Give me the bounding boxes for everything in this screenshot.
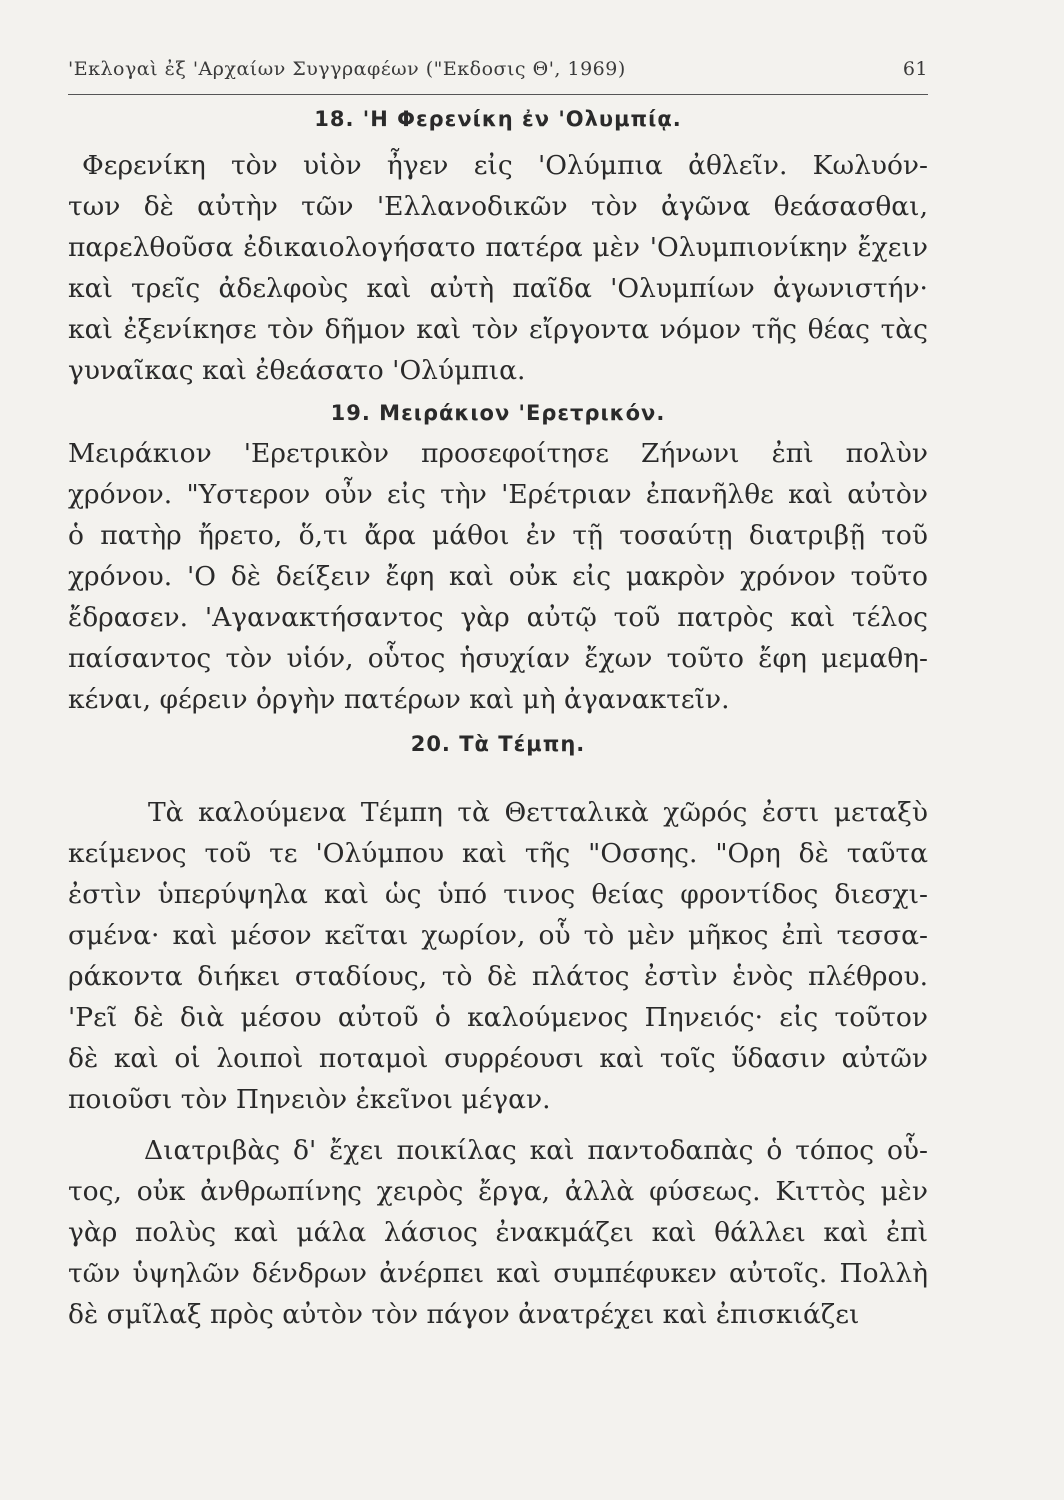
text-line: τῶν ὑψηλῶν δένδρων ἀνέρπει καὶ συμπέφυκεν αὐτοῖς. Πολλὴ bbox=[68, 1258, 928, 1289]
text-line: χρόνου. 'Ο δὲ δείξειν ἔφη καὶ οὐκ εἰς μακρὸν χρόνον τοῦτο bbox=[68, 561, 928, 592]
text-line: δὲ σμῖλαξ πρὸς αὐτὸν τὸν πάγον ἀνατρέχει καὶ ἐπισκιάζει bbox=[68, 1299, 860, 1330]
text-line: τος, οὐκ ἀνθρωπίνης χειρὸς ἔργα, ἀλλὰ φύσεως. Κιττὸς μὲν bbox=[68, 1176, 928, 1207]
text-line: παίσαντος τὸν υἱόν, οὗτος ἡσυχίαν ἔχων τοῦτο ἔφη μεμαθη- bbox=[68, 643, 928, 674]
text-line: ποιοῦσι τὸν Πηνειὸν ἐκεῖνοι μέγαν. bbox=[68, 1084, 551, 1115]
text-line: γὰρ πολὺς καὶ μάλα λάσιος ἐνακμάζει καὶ θάλλει καὶ ἐπὶ bbox=[68, 1217, 928, 1248]
running-title: 'Εκλογαὶ ἐξ 'Αρχαίων Συγγραφέων ("Εκδοσις Θ', 1969) bbox=[68, 58, 626, 80]
text-line: χρόνον. "Υστερον οὖν εἰς τὴν 'Ερέτριαν ἐπανῆλθε καὶ αὐτὸν bbox=[68, 479, 928, 510]
text-line: καὶ τρεῖς ἀδελφοὺς καὶ αὐτὴ παῖδα 'Ολυμπίων ἀγωνιστήν· bbox=[68, 273, 928, 304]
text-line: παρελθοῦσα ἐδικαιολογήσατο πατέρα μὲν 'Ολυμπιονίκην ἔχειν bbox=[68, 232, 928, 263]
text-line: κέναι, φέρειν ὀργὴν πατέρων καὶ μὴ ἀγανακτεῖν. bbox=[68, 684, 730, 715]
page-number: 61 bbox=[902, 58, 928, 80]
text-line: γυναῖκας καὶ ἐθεάσατο 'Ολύμπια. bbox=[68, 355, 526, 386]
text-line: 'Ρεῖ δὲ διὰ μέσου αὐτοῦ ὁ καλούμενος Πηνειός· εἰς τοῦτον bbox=[68, 1002, 928, 1033]
paragraph bbox=[68, 792, 928, 1120]
text-line: ἐστὶν ὑπερύψηλα καὶ ὡς ὑπό τινος θείας φροντίδος διεσχι- bbox=[68, 879, 928, 910]
paragraph bbox=[68, 145, 928, 391]
text-line: Τὰ καλούμενα Τέμπη τὰ Θετταλικὰ χῶρός ἐστι μεταξὺ bbox=[148, 797, 928, 828]
section-title: 19. Μειράκιον 'Ερετρικόν. bbox=[330, 401, 666, 425]
section-title: 18. 'Η Φερενίκη ἐν 'Ολυμπίᾳ. bbox=[314, 107, 682, 131]
paragraph bbox=[68, 433, 928, 720]
section-title: 20. Τὰ Τέμπη. bbox=[410, 732, 586, 756]
text-line: ὁ πατὴρ ἤρετο, ὅ,τι ἄρα μάθοι ἐν τῇ τοσαύτῃ διατριβῇ τοῦ bbox=[68, 520, 928, 551]
running-header bbox=[68, 58, 928, 95]
text-line: δὲ καὶ οἱ λοιποὶ ποταμοὶ συρρέουσι καὶ τοῖς ὕδασιν αὐτῶν bbox=[68, 1043, 928, 1074]
text-line: Φερενίκη τὸν υἱὸν ἦγεν εἰς 'Ολύμπια ἀθλεῖν. Κωλυόν- bbox=[82, 150, 928, 181]
text-line: Μειράκιον 'Ερετρικὸν προσεφοίτησε Ζήνωνι ἐπὶ πολὺν bbox=[68, 438, 928, 469]
text-line: καὶ ἐξενίκησε τὸν δῆμον καὶ τὸν εἴργοντα νόμον τῆς θέας τὰς bbox=[68, 314, 928, 345]
text-line: σμένα· καὶ μέσον κεῖται χωρίον, οὗ τὸ μὲν μῆκος ἐπὶ τεσσα- bbox=[68, 920, 928, 951]
text-line: των δὲ αὐτὴν τῶν 'Ελλανοδικῶν τὸν ἀγῶνα θεάσασθαι, bbox=[68, 191, 928, 222]
text-line: Διατριβὰς δ' ἔχει ποικίλας καὶ παντοδαπὰς ὁ τόπος οὗ- bbox=[144, 1135, 928, 1166]
text-line: ἔδρασεν. 'Αγανακτήσαντος γὰρ αὐτῷ τοῦ πατρὸς καὶ τέλος bbox=[68, 602, 928, 633]
book-page bbox=[68, 58, 928, 1335]
text-line: κείμενος τοῦ τε 'Ολύμπου καὶ τῆς "Οσσης. "Ορη δὲ ταῦτα bbox=[68, 838, 928, 869]
paragraph bbox=[68, 1130, 928, 1335]
text-line: ράκοντα διήκει σταδίους, τὸ δὲ πλάτος ἐστὶν ἑνὸς πλέθρου. bbox=[68, 961, 928, 992]
page-body bbox=[68, 107, 928, 1335]
